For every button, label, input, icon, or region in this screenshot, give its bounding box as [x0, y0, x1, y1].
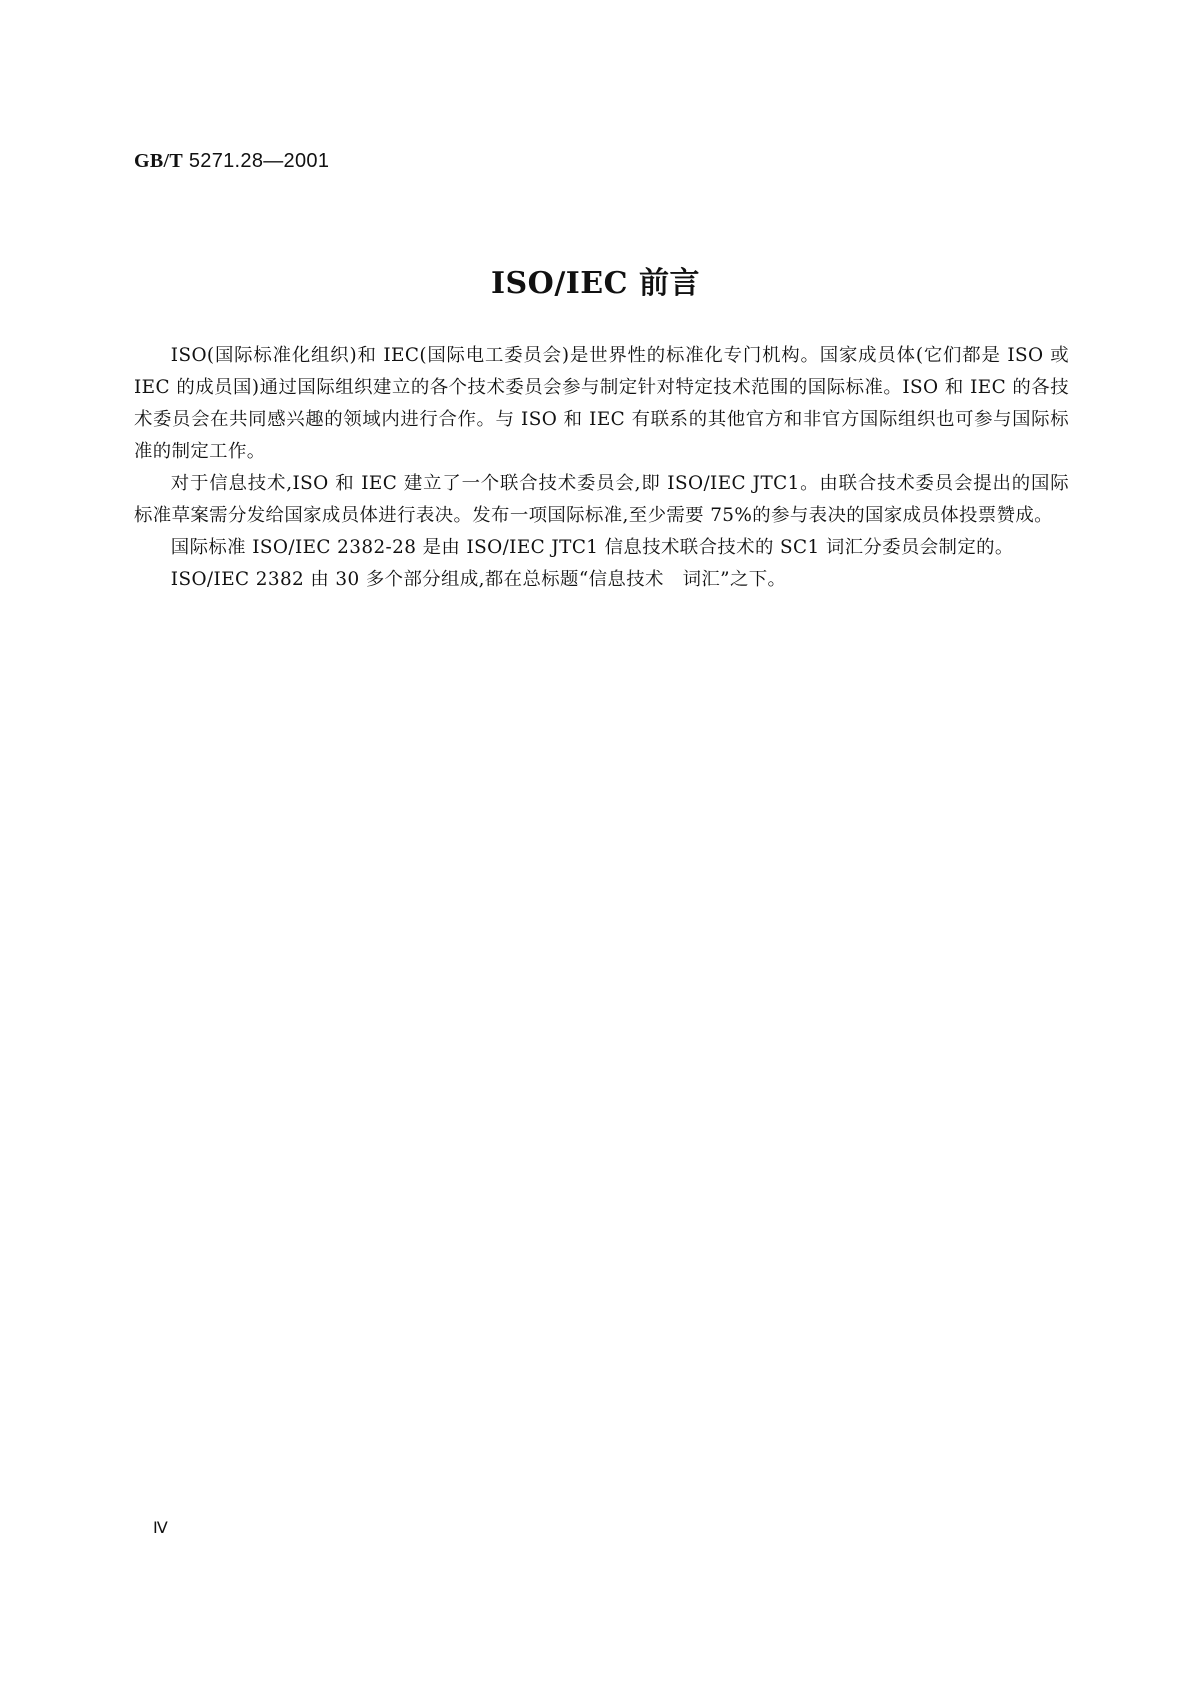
- foreword-body: [134, 340, 1069, 596]
- standard-number: 5271.28—2001: [188, 150, 330, 172]
- page-title: ISO/IEC 前言: [490, 266, 700, 301]
- paragraph: ISO(国际标准化组织)和 IEC(国际电工委员会)是世界性的标准化专门机构。国家成员体(它们都是 ISO 或 IEC 的成员国)通过国际组织建立的各个技术委员会参与制定针对特定技术范围的国际标准。ISO 和 IEC 的各技术委员会在共同感兴趣的领域内进行合作。与 ISO 和 IEC 有联系的其他官方和非官方国际组织也可参与国际标准的制定工作。: [134, 345, 1069, 462]
- standard-code: [134, 150, 329, 173]
- paragraph: ISO/IEC 2382 由 30 多个部分组成,都在总标题“信息技术 词汇”之下。: [170, 569, 787, 590]
- page-number: Ⅳ: [153, 1520, 168, 1537]
- standard-prefix: GB/T: [134, 150, 183, 172]
- paragraph: 国际标准 ISO/IEC 2382-28 是由 ISO/IEC JTC1 信息技术联合技术的 SC1 词汇分委员会制定的。: [170, 537, 1014, 558]
- paragraph: 对于信息技术,ISO 和 IEC 建立了一个联合技术委员会,即 ISO/IEC JTC1。由联合技术委员会提出的国际标准草案需分发给国家成员体进行表决。发布一项国际标准,至少需要 75%的参与表决的国家成员体投票赞成。: [134, 473, 1069, 526]
